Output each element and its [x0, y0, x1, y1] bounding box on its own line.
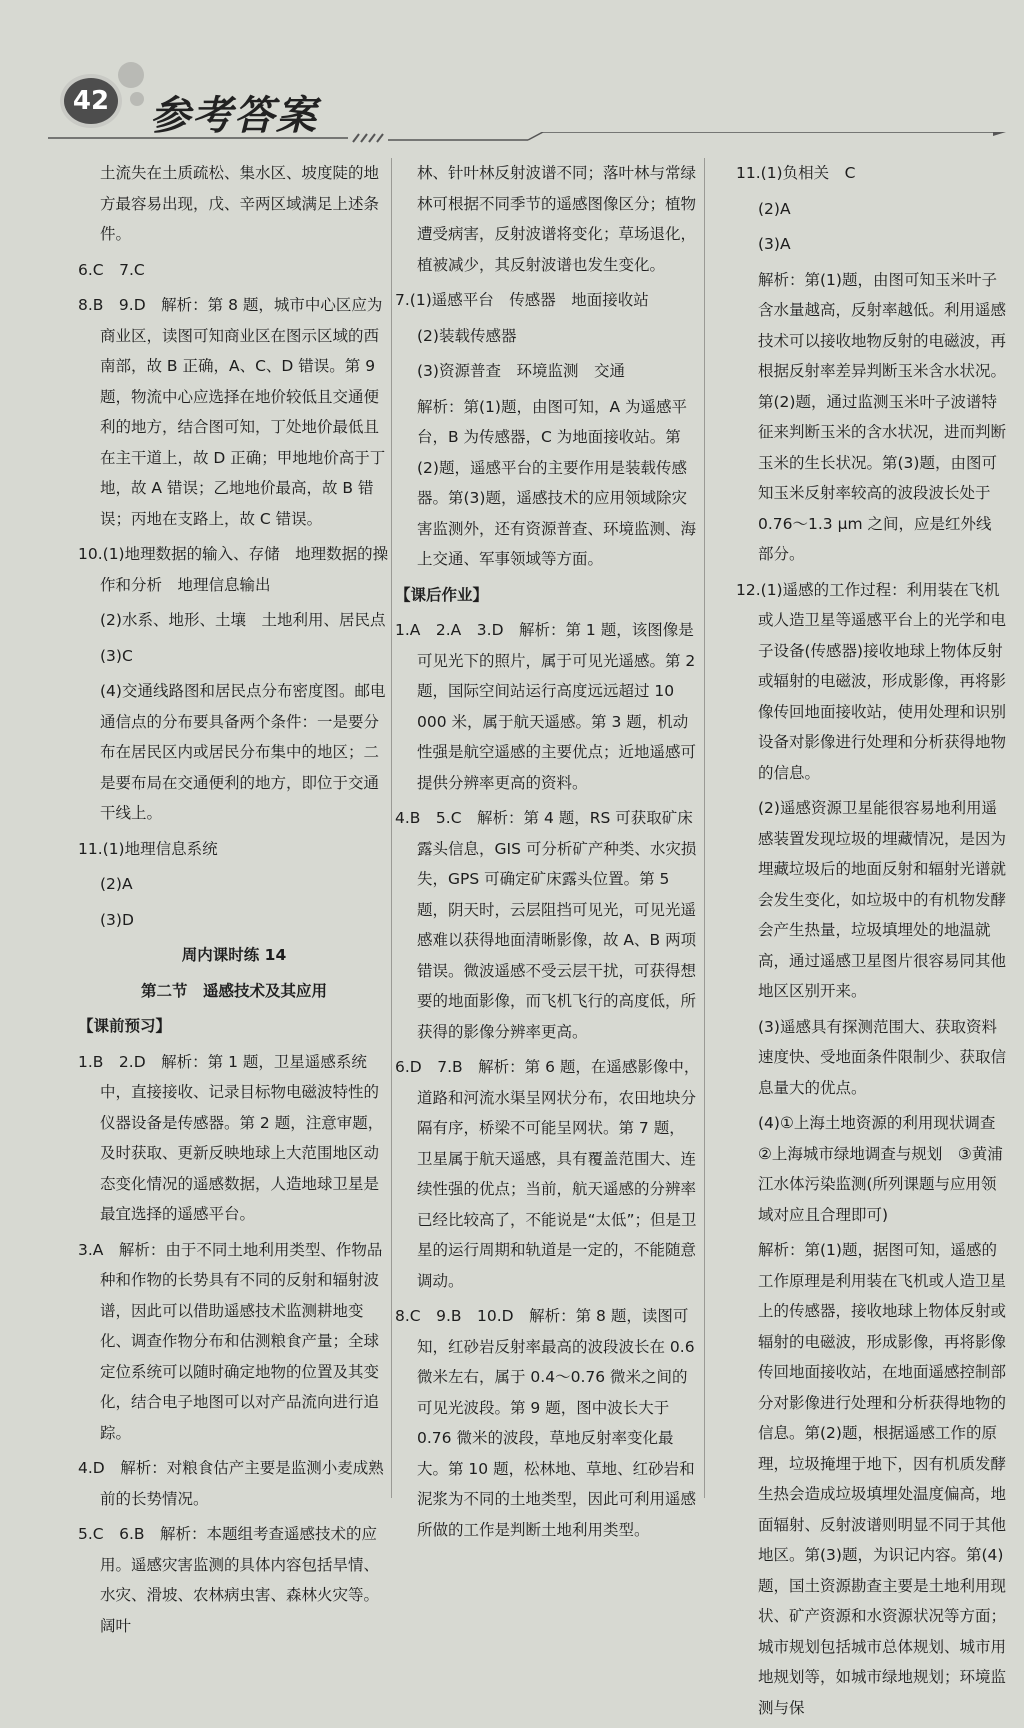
decorative-circle: [118, 62, 144, 88]
answer-paragraph: 林、针叶林反射波谱不同；落叶林与常绿林可根据不同季节的遥感图像区分；植物遭受病害，反射波谱将变化；草场退化，植被减少，其反射波谱也发生变化。: [417, 164, 697, 274]
answer-paragraph: 8.C 9.B 10.D 解析：第 8 题，读图可知，红砂岩反射率最高的波段波长在 0.6 微米左右，属于 0.4～0.76 微米之间的可见光波段。第 9 题，图中波长大于 0.76 微米的波段，草地反射率变化最大。第 10 题，松林地、草地、红砂岩和泥浆为不同的土地类型，因此可利用遥感所做的工作是判断土地利用类型。: [395, 1307, 697, 1539]
answer-column-1: [78, 158, 390, 1646]
answer-paragraph: (3)遥感具有探测范围大、获取资料速度快、受地面条件限制少、获取信息量大的优点。: [758, 1017, 1007, 1097]
answer-paragraph: 解析：第(1)题，由图可知玉米叶子含水量越高，反射率越低。利用遥感技术可以接收地物反射的电磁波，再根据反射率差异判断玉米含水状况。第(2)题，通过监测玉米叶子波谱特征来判断玉米的含水状况，进而判断玉米的生长状况。第(3)题，由图可知玉米反射率较高的波段波长处于 0.76～1.3 μm 之间，应是红外线部分。: [758, 270, 1007, 563]
header-rule: [48, 132, 1008, 144]
decorative-circle: [130, 92, 144, 106]
answer-paragraph: 第二节 遥感技术及其应用: [140, 981, 327, 1000]
answer-paragraph: 周内课时练 14: [181, 946, 287, 964]
column-divider: [391, 158, 392, 1498]
answer-paragraph: 11.(1)地理信息系统: [78, 839, 218, 858]
answer-paragraph: (3)C: [100, 646, 133, 665]
answer-column-3: [736, 158, 1011, 1728]
header-title: 参考答案: [150, 92, 318, 139]
answer-paragraph: 解析：第(1)题，由图可知，A 为遥感平台，B 为传感器，C 为地面接收站。第(2)题，遥感平台的主要作用是装载传感器。第(3)题，遥感技术的应用领域除灾害监测外，还有资源普查、环境监测、海上交通、军事领域等方面。: [417, 397, 697, 568]
answer-paragraph: (4)①上海土地资源的利用现状调查 ②上海城市绿地调查与规划 ③黄浦江水体污染监测(所列课题与应用领域对应且合理即可): [758, 1114, 1011, 1224]
answer-paragraph: 【课后作业】: [395, 585, 489, 604]
page-number: 42: [64, 78, 118, 124]
answer-paragraph: 3.A 解析：由于不同土地利用类型、作物品种和作物的长势具有不同的反射和辐射波谱，因此可以借助遥感技术监测耕地变化、调查作物分布和估测粮食产量；全球定位系统可以随时确定地物的位置及其变化，结合电子地图可以对产品流向进行追踪。: [78, 1240, 383, 1442]
answer-paragraph: 1.A 2.A 3.D 解析：第 1 题，该图像是可见光下的照片，属于可见光遥感。第 2 题，国际空间站运行高度远远超过 10 000 米，属于航天遥感。第 3 题，机动性强是航空遥感的主要优点；近地遥感可提供分辨率更高的资料。: [395, 621, 697, 792]
answer-paragraph: (3)A: [758, 235, 791, 253]
answer-paragraph: 4.D 解析：对粮食估产主要是监测小麦成熟前的长势情况。: [78, 1459, 384, 1508]
column-divider: [704, 158, 705, 1498]
page-header: [0, 0, 1024, 150]
answer-paragraph: (3)D: [100, 910, 134, 929]
answer-paragraph: (2)装载传感器: [417, 326, 517, 345]
answer-paragraph: 8.B 9.D 解析：第 8 题，城市中心区应为商业区，读图可知商业区在图示区域的西南部，故 B 正确，A、C、D 错误。第 9 题，物流中心应选择在地价较低且交通便利的地方，结合图可知，丁处地价最低且在主干道上，故 D 正确；甲地地价高于丁地，故 A 错误；乙地地价最高，故 B 错误；丙地在支路上，故 C 错误。: [78, 296, 386, 528]
answer-paragraph: 7.(1)遥感平台 传感器 地面接收站: [395, 291, 649, 309]
answer-paragraph: 6.D 7.B 解析：第 6 题，在遥感影像中，道路和河流水渠呈网状分布，农田地块分隔有序，桥梁不可能呈网状。第 7 题，卫星属于航天遥感，具有覆盖范围大、连续性强的优点；当前，航天遥感的分辨率已经比较高了，不能说是“太低”；但是卫星的运行周期和轨道是一定的，不能随意调动。: [395, 1058, 700, 1290]
answer-paragraph: (4)交通线路图和居民点分布密度图。邮电通信点的分布要具备两个条件：一是要分布在居民区内或居民分布集中的地区；二是要布局在交通便利的地方，即位于交通干线上。: [100, 682, 386, 822]
answer-paragraph: (2)遥感资源卫星能很容易地利用遥感装置发现垃圾的埋藏情况，是因为埋藏垃圾后的地面反射和辐射光谱就会发生变化，如垃圾中的有机物发酵会产生热量，垃圾填埋处的地温就高，通过遥感卫星图片很容易同其他地区区别开来。: [758, 799, 1007, 1000]
answer-paragraph: 【课前预习】: [78, 1017, 172, 1035]
answer-paragraph: (2)A: [758, 199, 791, 218]
answer-paragraph: 土流失在土质疏松、集水区、坡度陡的地方最容易出现，戊、辛两区域满足上述条件。: [100, 164, 380, 243]
answer-paragraph: 6.C 7.C: [78, 260, 145, 279]
answer-paragraph: (2)水系、地形、土壤 土地利用、居民点: [100, 611, 386, 629]
answer-paragraph: (3)资源普查 环境监测 交通: [417, 362, 625, 380]
answer-paragraph: 解析：第(1)题，据图可知，遥感的工作原理是利用装在飞机或人造卫星上的传感器，接收地球上物体反射或辐射的电磁波，形成影像，再将影像传回地面接收站，在地面遥感控制部分对影像进行处理和分析获得地物的信息。第(2)题，根据遥感工作的原理，垃圾掩埋于地下，因有机质发酵生热会造成垃圾填埋处温度偏高，地面辐射、反射波谱则明显不同于其他地区。第(3)题，为识记内容。第(4)题，国土资源勘查主要是土地利用现状、矿产资源和水资源状况等方面；城市规划包括城市总体规划、城市用地规划等，如城市绿地规划；环境监测与保: [758, 1241, 1007, 1717]
answer-paragraph: 11.(1)负相关 C: [736, 164, 856, 182]
answer-paragraph: (2)A: [100, 875, 133, 893]
answer-paragraph: 5.C 6.B 解析：本题组考查遥感技术的应用。遥感灾害监测的具体内容包括旱情、水灾、滑坡、农林病虫害、森林火灾等。阔叶: [78, 1525, 380, 1635]
answer-paragraph: 12.(1)遥感的工作过程：利用装在飞机或人造卫星等遥感平台上的光学和电子设备(传感器)接收地球上物体反射或辐射的电磁波，形成影像，再将影像传回地面接收站，使用处理和识别设备对影像进行处理和分析获得地物的信息。: [736, 580, 1007, 782]
answer-paragraph: 1.B 2.D 解析：第 1 题，卫星遥感系统中，直接接收、记录目标物电磁波特性的仪器设备是传感器。第 2 题，注意审题，及时获取、更新反映地球上大范围地区动态变化情况的遥感数据，人造地球卫星是最宜选择的遥感平台。: [78, 1052, 384, 1223]
answer-paragraph: 10.(1)地理数据的输入、存储 地理数据的操作和分析 地理信息输出: [78, 545, 389, 594]
answer-paragraph: 4.B 5.C 解析：第 4 题，RS 可获取矿床露头信息，GIS 可分析矿产种类、水灾损失，GPS 可确定矿床露头位置。第 5 题，阴天时，云层阻挡可见光，可见光遥感难以获得地面清晰影像，故 A、B 两项错误。微波遥感不受云层干扰，可获得想要的地面影像，而飞机飞行的高度低，所获得的影像分辨率更高。: [395, 809, 697, 1041]
answer-column-2: [395, 158, 700, 1550]
